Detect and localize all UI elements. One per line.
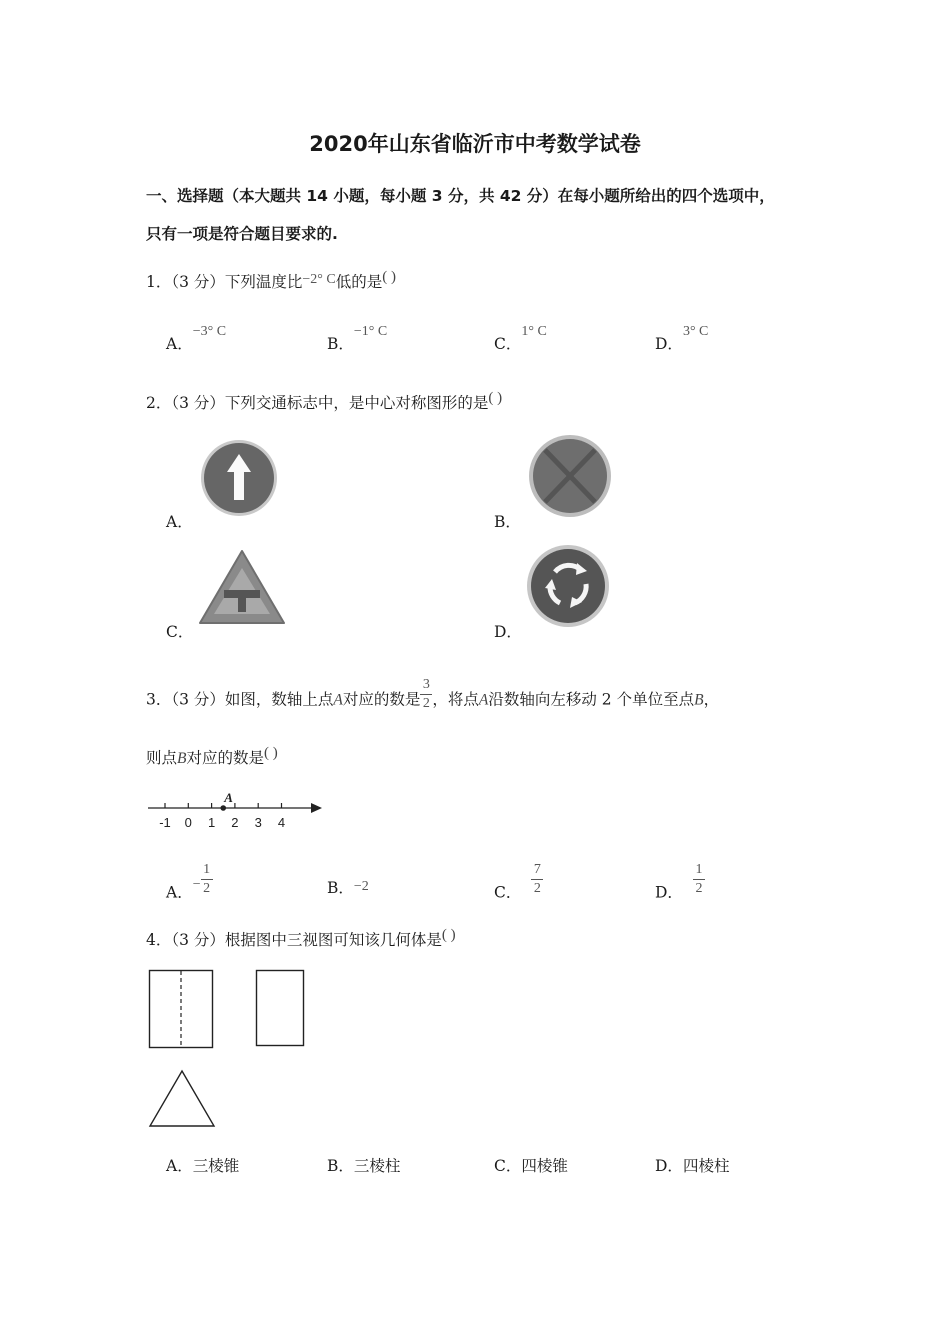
section-instructions-line1: 一、选择题（本大题共 14 小题，每小题 3 分，共 42 分）在每小题所给出的四个选项中，	[146, 187, 775, 205]
q4-option-c[interactable]	[494, 1154, 568, 1176]
option-label: D．	[655, 883, 683, 902]
q4-text: 4．（3 分）根据图中三视图可知该几何体是	[146, 931, 442, 949]
q4-answer-paren: ( )	[441, 927, 456, 943]
q3-answer-paren: ( )	[264, 745, 278, 761]
q4-option-a[interactable]	[166, 1154, 239, 1176]
question-4-stem	[146, 928, 456, 950]
q2-option-a-label[interactable]: A．	[166, 513, 193, 531]
q3-point-b-2: B	[177, 750, 187, 767]
number-line-tick-label: 4	[277, 815, 286, 830]
q2-text: 2．（3 分）下列交通标志中，是中心对称图形的是	[146, 394, 489, 412]
q1-option-a[interactable]	[166, 324, 227, 354]
option-value: 三棱柱	[353, 1157, 401, 1175]
number-line-figure	[146, 788, 330, 834]
q3-text-1: 3．（3 分）如图，数轴上点	[146, 690, 334, 709]
option-value: −3° C	[192, 324, 227, 339]
q2-option-c-label[interactable]: C．	[166, 623, 194, 641]
q1-option-d[interactable]	[655, 324, 709, 354]
no-stopping-sign-icon	[526, 434, 614, 518]
q3-fraction	[420, 677, 432, 712]
q2-answer-paren: ( )	[488, 390, 503, 406]
fraction-numerator: 7	[533, 862, 541, 877]
option-value: 四棱锥	[521, 1157, 568, 1175]
option-label: C．	[494, 335, 522, 353]
option-value: 四棱柱	[682, 1157, 730, 1175]
option-value: 3° C	[682, 324, 709, 339]
point-a-label: A	[224, 790, 233, 805]
fraction-denominator: 2	[422, 696, 430, 711]
q1-option-c[interactable]	[494, 324, 547, 354]
q3-point-a-2: A	[478, 691, 489, 709]
option-label: C．	[494, 883, 522, 902]
number-line-tick-label: -1	[159, 815, 171, 830]
fraction-denominator: 2	[203, 881, 211, 896]
option-value: −2	[353, 879, 369, 894]
question-2-stem	[146, 391, 502, 413]
fraction-denominator: 2	[695, 881, 703, 896]
option-label: A．	[166, 335, 193, 353]
top-view-triangle-figure	[147, 1069, 217, 1129]
option-label: D．	[655, 1157, 683, 1175]
option-label: C．	[494, 1157, 522, 1175]
q3-text-4: 沿数轴向左移动 2 个单位至点	[488, 690, 695, 709]
option-fraction	[201, 862, 213, 897]
section-instructions-line2: 只有一项是符合题目要求的.	[146, 225, 338, 243]
q1-math: −2° C	[302, 272, 336, 287]
q3-text-2: 对应的数是	[342, 690, 421, 709]
q1-prefix: 1．（3 分）下列温度比	[146, 273, 303, 291]
number-line-tick-label: 2	[231, 815, 239, 830]
fraction-numerator: 1	[203, 862, 211, 877]
q3-point-b: B	[694, 691, 704, 709]
question-1-stem	[146, 270, 396, 292]
option-sign: −	[192, 876, 201, 892]
option-fraction	[531, 862, 543, 897]
option-label: A．	[166, 1157, 193, 1175]
question-3-stem-line2	[146, 746, 278, 768]
option-label: A．	[166, 883, 193, 902]
page-title: 2020年山东省临沂市中考数学试卷	[309, 132, 641, 156]
q4-option-d[interactable]	[655, 1154, 729, 1176]
q1-suffix: 低的是	[335, 273, 383, 291]
option-value: 1° C	[521, 324, 547, 339]
fraction-numerator: 3	[422, 677, 430, 692]
question-3-stem-line1	[146, 677, 720, 718]
option-fraction	[693, 862, 705, 897]
q3-line2-text-b: 对应的数是	[186, 749, 264, 767]
number-line-tick-label: 0	[184, 815, 192, 830]
option-label: B．	[327, 1157, 354, 1175]
option-value: −1° C	[353, 324, 388, 339]
option-label: B．	[327, 335, 354, 353]
front-view-rectangle-figure	[148, 969, 216, 1051]
t-junction-warning-sign-icon	[197, 548, 287, 626]
q1-option-b[interactable]	[327, 324, 388, 354]
q1-answer-paren: ( )	[382, 269, 397, 285]
q3-option-d[interactable]	[655, 862, 705, 911]
q3-line2-text: 则点	[146, 749, 178, 767]
q3-option-c[interactable]	[494, 862, 543, 911]
roundabout-sign-icon	[525, 544, 611, 628]
q3-text-3: ，将点	[432, 690, 479, 709]
q4-option-b[interactable]	[327, 1154, 400, 1176]
straight-ahead-sign-icon	[199, 438, 279, 518]
option-label: B．	[327, 879, 354, 897]
q3-option-b[interactable]	[327, 876, 369, 898]
fraction-numerator: 1	[695, 862, 703, 877]
q2-option-b-label[interactable]: B．	[494, 513, 521, 531]
q2-option-d-label[interactable]: D．	[494, 623, 522, 641]
option-label: D．	[655, 335, 683, 353]
number-line-tick-label: 1	[207, 815, 216, 830]
q3-point-a: A	[333, 691, 343, 709]
side-view-rectangle-figure	[255, 969, 307, 1049]
number-line-tick-label: 3	[254, 815, 262, 830]
point-a-marker	[220, 805, 226, 811]
fraction-denominator: 2	[533, 881, 541, 896]
q3-option-a[interactable]	[166, 862, 213, 911]
q3-text-5: ，	[703, 690, 720, 709]
option-value: 三棱锥	[192, 1157, 240, 1175]
